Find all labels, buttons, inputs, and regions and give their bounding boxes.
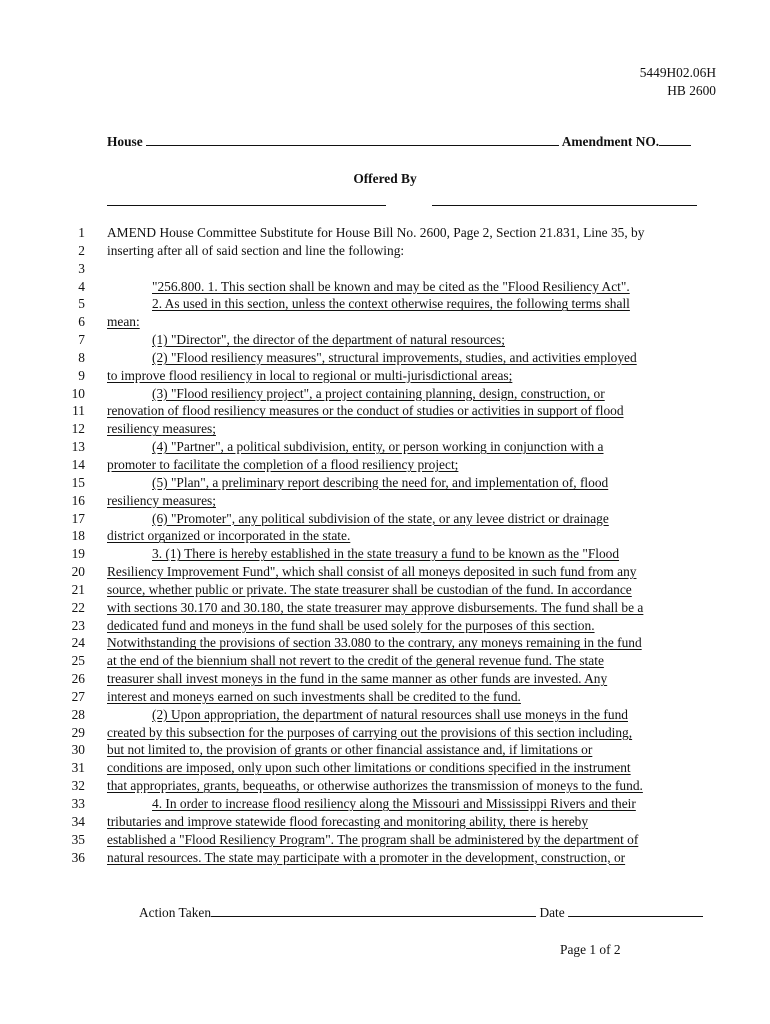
line-text: to improve flood resiliency in local to regional or multi-jurisdictional areas; (107, 367, 513, 383)
action-taken-blank (211, 906, 536, 917)
line-number: 24 (71, 635, 85, 651)
house-amendment-line (107, 134, 713, 150)
line-text: resiliency measures; (107, 492, 216, 508)
line-number: 25 (71, 653, 85, 669)
house-blank (146, 135, 559, 146)
line-text: at the end of the biennium shall not revert to the credit of the general revenue fund. The state (107, 653, 604, 669)
action-taken-line (139, 905, 717, 921)
date-blank (568, 906, 703, 917)
line-text: district organized or incorporated in the state. (107, 528, 351, 544)
line-text: (6) "Promoter", any political subdivision of the state, or any levee district or drainage (152, 510, 609, 526)
line-text: that appropriates, grants, bequeaths, or otherwise authorizes the transmission of moneys to the fund. (107, 778, 643, 794)
line-number: 15 (71, 474, 85, 490)
document-line (64, 581, 724, 599)
document-line (64, 224, 724, 242)
line-text: (3) "Flood resiliency project", a project containing planning, design, construction, or (152, 385, 605, 401)
line-number: 12 (71, 421, 85, 437)
line-number: 6 (78, 314, 85, 330)
line-text: AMEND House Committee Substitute for House Bill No. 2600, Page 2, Section 21.831, Line 35, by (107, 225, 645, 240)
line-number: 7 (78, 332, 85, 348)
line-text: Notwithstanding the provisions of section 33.080 to the contrary, any moneys remaining in the fund (107, 635, 642, 651)
document-line (64, 545, 724, 563)
line-text: "256.800. 1. This section shall be known and may be cited as the "Flood Resiliency Act". (152, 278, 630, 294)
line-text: Resiliency Improvement Fund", which shall consist of all moneys deposited in such fund from any (107, 564, 637, 580)
line-text: promoter to facilitate the completion of a flood resiliency project; (107, 456, 459, 472)
line-number: 14 (71, 456, 85, 472)
line-number: 17 (71, 510, 85, 526)
document-line (64, 242, 724, 260)
line-number: 29 (71, 724, 85, 740)
line-text: established a "Flood Resiliency Program". The program shall be administered by the department of (107, 831, 639, 847)
sponsor-blank-left (107, 195, 386, 206)
line-text: (2) "Flood resiliency measures", structural improvements, studies, and activities employed (152, 349, 637, 365)
line-number: 20 (71, 564, 85, 580)
document-line (64, 331, 724, 349)
line-text: 4. In order to increase flood resiliency along the Missouri and Mississippi Rivers and their (152, 796, 636, 811)
line-text: with sections 30.170 and 30.180, the state treasurer may approve disbursements. The fund shall be a (107, 599, 644, 615)
document-line (64, 313, 724, 331)
document-line (64, 670, 724, 688)
line-number: 18 (71, 528, 85, 544)
document-line (64, 295, 724, 313)
line-text: (2) Upon appropriation, the department of natural resources shall use moneys in the fund (152, 706, 628, 722)
line-text: but not limited to, the provision of grants or other financial assistance and, if limitations or (107, 742, 593, 758)
line-number: 10 (71, 385, 85, 401)
document-line (64, 420, 724, 438)
document-line (64, 367, 724, 385)
document-line (64, 724, 724, 742)
line-number: 26 (71, 671, 85, 687)
document-line (64, 527, 724, 545)
document-line (64, 634, 724, 652)
sponsor-blank-right (432, 195, 697, 206)
amendment-label: Amendment NO. (561, 134, 660, 149)
line-number: 28 (71, 706, 85, 722)
document-identifier (640, 64, 716, 100)
document-line (64, 813, 724, 831)
amendment-body (64, 224, 724, 866)
document-line (64, 456, 724, 474)
line-text: inserting after all of said section and line the following: (107, 242, 405, 258)
document-line (64, 260, 724, 278)
document-line (64, 510, 724, 528)
line-number: 36 (71, 849, 85, 865)
line-text: created by this subsection for the purposes of carrying out the provisions of this section including, (107, 724, 633, 740)
document-line (64, 385, 724, 403)
line-text: resiliency measures; (107, 421, 216, 437)
line-text: conditions are imposed, only upon such other limitations or conditions specified in the instrument (107, 760, 631, 776)
line-number: 30 (71, 742, 85, 758)
line-number: 27 (71, 688, 85, 704)
line-number: 3 (78, 260, 85, 276)
line-number: 5 (78, 296, 85, 312)
line-number: 21 (71, 581, 85, 597)
document-line (64, 741, 724, 759)
line-number: 35 (71, 831, 85, 847)
document-line (64, 402, 724, 420)
offered-by-blanks (107, 195, 697, 205)
document-line (64, 759, 724, 777)
line-text: treasurer shall invest moneys in the fund in the same manner as other funds are invested. Any (107, 671, 608, 687)
line-number: 33 (71, 796, 85, 811)
document-line (64, 706, 724, 724)
line-number: 31 (71, 760, 85, 776)
line-text: 2. As used in this section, unless the context otherwise requires, the following terms shall (152, 296, 630, 312)
line-number: 4 (78, 278, 85, 294)
document-line (64, 831, 724, 849)
action-taken-label: Action Taken (139, 905, 212, 920)
document-line (64, 777, 724, 795)
document-line (64, 492, 724, 510)
document-line (64, 688, 724, 706)
line-number: 8 (78, 349, 85, 365)
line-text: mean: (107, 314, 140, 330)
line-number: 13 (71, 439, 85, 455)
line-number: 22 (71, 599, 85, 615)
line-text: source, whether public or private. The state treasurer shall be custodian of the fund. In accordance (107, 581, 632, 597)
document-line (64, 349, 724, 367)
line-text: interest and moneys earned on such investments shall be credited to the fund. (107, 688, 521, 704)
line-text: (5) "Plan", a preliminary report describing the need for, and implementation of, flood (152, 474, 609, 490)
line-number: 2 (78, 242, 85, 258)
date-label: Date (539, 905, 565, 920)
bill-number: HB 2600 (667, 83, 716, 98)
line-number: 16 (71, 492, 85, 508)
document-line (64, 652, 724, 670)
line-text: (4) "Partner", a political subdivision, entity, or person working in conjunction with a (152, 439, 604, 455)
line-number: 1 (78, 225, 85, 240)
line-text: dedicated fund and moneys in the fund shall be used solely for the purposes of this section. (107, 617, 595, 633)
document-line (64, 617, 724, 635)
offered-by-label: Offered By (353, 171, 417, 186)
line-number: 23 (71, 617, 85, 633)
line-number: 11 (72, 403, 85, 419)
line-text: natural resources. The state may participate with a promoter in the development, construction, or (107, 849, 626, 865)
document-line (64, 278, 724, 296)
document-line (64, 563, 724, 581)
line-text: renovation of flood resiliency measures or the conduct of studies or activities in support of flood (107, 403, 624, 419)
house-label: House (107, 134, 143, 149)
line-number: 32 (71, 778, 85, 794)
line-text: 3. (1) There is hereby established in the state treasury a fund to be known as the "Flood (152, 546, 620, 562)
line-number: 34 (71, 813, 85, 829)
amendment-number-blank (659, 135, 691, 146)
line-number: 9 (78, 367, 85, 383)
line-text: (1) "Director", the director of the department of natural resources; (152, 332, 505, 348)
line-number: 19 (71, 546, 85, 562)
document-line (64, 599, 724, 617)
document-line (64, 474, 724, 492)
line-text: tributaries and improve statewide flood forecasting and monitoring ability, there is hereby (107, 813, 589, 829)
document-line (64, 795, 724, 813)
document-line (64, 438, 724, 456)
doc-code: 5449H02.06H (639, 65, 716, 80)
page-number: Page 1 of 2 (560, 942, 621, 957)
document-line (64, 849, 724, 867)
